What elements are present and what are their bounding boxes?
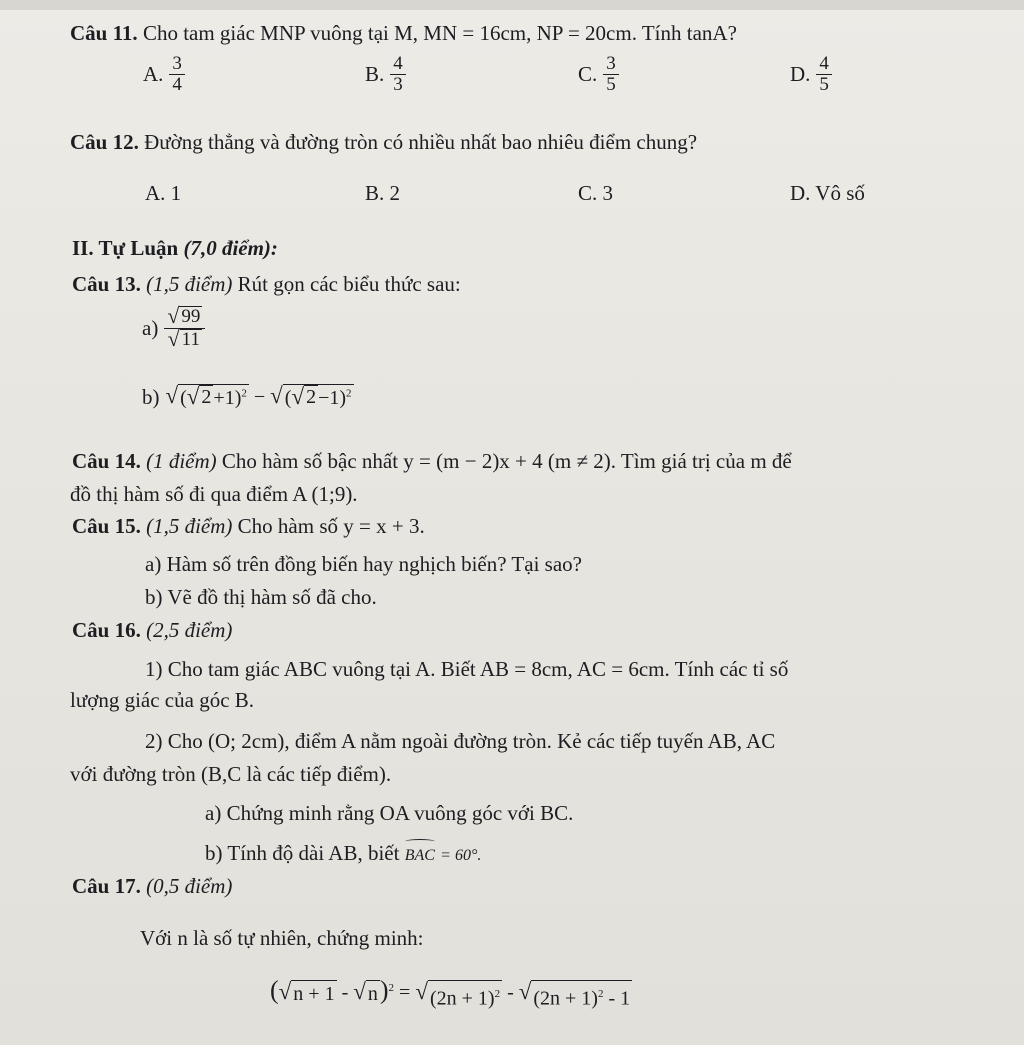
q11-option-a-fraction (169, 54, 185, 95)
q11-option-d-letter: D. (790, 62, 811, 86)
q11-option-c (578, 54, 619, 95)
frac-den: 3 (393, 74, 403, 95)
q13-text: Rút gọn các biểu thức sau: (237, 272, 461, 296)
frac-num: 4 (390, 54, 406, 75)
sqrt-radicand: 2 (306, 386, 317, 408)
q13-line (72, 271, 461, 297)
q11-line (70, 20, 737, 46)
q16-part-2-line-2: với đường tròn (B,C là các tiếp điểm). (70, 762, 392, 786)
q17-formula: ( √ n + 1 - √ n )$^2$ = √ $(2n + 1)^2$ - √ $(2n + 1)^2 - 1$ (270, 975, 631, 1010)
q17-line (72, 873, 232, 899)
q16-label: Câu 16. (72, 618, 141, 642)
radicand: (2n + 1) (533, 987, 598, 1010)
frac-num: 3 (169, 54, 185, 75)
exponent: 2 (494, 987, 501, 1000)
angle-label: BAC (404, 847, 435, 864)
q11-option-b (365, 54, 406, 95)
q15-part-b: b) Vẽ đồ thị hàm số đã cho. (145, 585, 377, 609)
q11-option-d (790, 54, 832, 95)
q12-option-a: A. 1 (145, 181, 182, 205)
minus-sign: - (341, 981, 349, 1004)
q13-a-numerator: √ 99 (164, 306, 205, 329)
q12-option-c: C. 3 (578, 181, 614, 205)
q13-points: (1,5 điểm) (146, 272, 233, 296)
q15-points: (1,5 điểm) (146, 514, 233, 538)
q13-part-b (142, 384, 354, 410)
q12-text: Đường thẳng và đường tròn có nhiều nhất bao nhiêu điểm chung? (144, 130, 698, 154)
q15-text: Cho hàm số y = x + 3. (237, 514, 425, 538)
q13-label: Câu 13. (72, 272, 141, 296)
q11-text: Cho tam giác MNP vuông tại M, MN = 16cm, NP = 20cm. Tính tanA? (142, 21, 737, 45)
q11-option-a-letter: A. (143, 62, 164, 86)
q15-part-a: a) Hàm số trên đồng biến hay nghịch biến? Tại sao? (145, 552, 582, 576)
equals-sign: = (399, 981, 411, 1004)
q13-a-fraction (164, 306, 205, 351)
frac-den: 4 (172, 74, 182, 95)
minus-sign: - (507, 981, 514, 1004)
q13-a-denominator: √ 11 (167, 327, 200, 351)
angle-value: = 60°. (440, 847, 482, 864)
exponent: 2 (597, 987, 604, 1000)
frac-num: 4 (816, 54, 832, 75)
q11-option-d-fraction (816, 54, 832, 95)
q17-label: Câu 17. (72, 874, 141, 898)
q17-text: Với n là số tự nhiên, chứng minh: (140, 926, 424, 950)
q11-option-c-letter: C. (578, 62, 598, 86)
sqrt-radicand: 99 (181, 306, 201, 327)
q11-option-b-fraction (390, 54, 406, 95)
sqrt-radicand: n (366, 980, 380, 1007)
q12-option-d: D. Vô số (790, 181, 865, 205)
q12-label: Câu 12. (70, 130, 139, 154)
q16-line (72, 617, 232, 643)
frac-num: 3 (603, 54, 619, 75)
q14-label: Câu 14. (72, 449, 141, 473)
q13-b-expression: √ ( √ 2 +1)$^2$ − √ ( √ 2 −1)$^2$ (165, 383, 352, 409)
page-top-edge (0, 0, 1024, 10)
q16-part-2b (205, 839, 481, 869)
frac-den: 5 (819, 74, 829, 95)
q16-b-text: b) Tính độ dài AB, biết (205, 841, 400, 865)
q14-text: Cho hàm số bậc nhất y = (m − 2)x + 4 (m ≠ 2). Tìm giá trị của m để (221, 449, 792, 473)
q14-line-2: đồ thị hàm số đi qua điểm A (1;9). (70, 482, 358, 506)
q15-line (72, 513, 425, 539)
q16-points: (2,5 điểm) (146, 618, 233, 642)
minus-one: - 1 (608, 987, 631, 1010)
q12-option-b: B. 2 (365, 181, 401, 205)
q16-part-2-line-1: 2) Cho (O; 2cm), điểm A nằm ngoài đường tròn. Kẻ các tiếp tuyến AB, AC (145, 729, 776, 753)
sqrt-radicand: n + 1 (291, 980, 336, 1007)
sqrt-radicand: 2 (201, 386, 212, 408)
exponent: 2 (241, 387, 247, 400)
sqrt-radicand: 11 (181, 329, 200, 350)
section-2-title: II. Tự Luận (72, 236, 179, 260)
minus-sign: − (253, 386, 266, 408)
q11-option-c-fraction (603, 54, 619, 95)
q16-part-1-line-2: lượng giác của góc B. (70, 688, 255, 712)
q16-part-2a: a) Chứng minh rằng OA vuông góc với BC. (205, 801, 574, 825)
q15-label: Câu 15. (72, 514, 141, 538)
exponent: 2 (388, 982, 395, 994)
q13-b-label: b) (142, 384, 160, 409)
frac-den: 5 (606, 74, 616, 95)
exponent: 2 (346, 387, 352, 400)
radicand: (2n + 1) (429, 987, 495, 1010)
q11-option-a (143, 54, 185, 95)
minus-one: −1 (318, 387, 340, 409)
plus-one: +1 (213, 387, 235, 409)
section-2-points: (7,0 điểm): (183, 236, 278, 260)
angle-bac (405, 839, 435, 869)
q14-points: (1 điểm) (146, 449, 217, 473)
q11-label: Câu 11. (70, 21, 138, 45)
q16-part-1-line-1: 1) Cho tam giác ABC vuông tại A. Biết AB = 8cm, AC = 6cm. Tính các tỉ số (145, 657, 789, 681)
q12-line (70, 129, 697, 155)
q13-part-a (142, 306, 205, 351)
q17-points: (0,5 điểm) (146, 874, 233, 898)
q11-option-b-letter: B. (365, 62, 385, 86)
q14-line-1 (72, 448, 792, 474)
section-2-heading (72, 235, 278, 261)
q13-a-label: a) (142, 316, 159, 340)
